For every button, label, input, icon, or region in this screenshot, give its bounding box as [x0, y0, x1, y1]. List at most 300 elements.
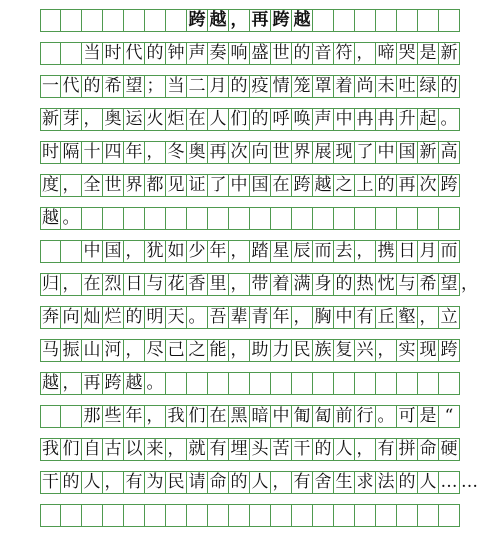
grid-cell: [103, 505, 124, 526]
grid-cell: 中: [334, 109, 355, 130]
grid-cell: 那: [82, 406, 103, 427]
grid-cell: 呼: [271, 109, 292, 130]
grid-cell: [40, 505, 61, 526]
grid-cell: 法: [376, 472, 397, 493]
grid-cell: 世: [271, 142, 292, 163]
grid-cell: 新: [439, 43, 460, 64]
grid-cell: [40, 43, 61, 64]
grid-cell: 埋: [229, 439, 250, 460]
grid-cell: [355, 10, 376, 31]
grid-cell: 越: [124, 373, 145, 394]
grid-cell: 身: [313, 274, 334, 295]
grid-cell: 吐: [397, 76, 418, 97]
grid-cell: 奥: [103, 109, 124, 130]
grid-cell: 当: [166, 76, 187, 97]
grid-cell: 少: [187, 241, 208, 262]
grid-cell: 火: [145, 109, 166, 130]
grid-cell: [313, 208, 334, 229]
grid-cell: 之: [334, 175, 355, 196]
grid-cell: [334, 208, 355, 229]
grid-cell: 二: [187, 76, 208, 97]
grid-cell: 越: [292, 10, 313, 31]
grid-cell: 们: [229, 109, 250, 130]
grid-cell: 而: [313, 241, 334, 262]
grid-cell: [208, 505, 229, 526]
grid-cell: ，: [61, 373, 82, 394]
grid-cell: 的: [82, 76, 103, 97]
grid-cell: 界: [124, 175, 145, 196]
grid-cell: 跨: [439, 175, 460, 196]
grid-cell: [397, 10, 418, 31]
grid-cell: 的: [229, 76, 250, 97]
grid-cell: [250, 373, 271, 394]
grid-cell: [124, 208, 145, 229]
grid-cell: 民: [292, 340, 313, 361]
grid-cell: 能: [208, 340, 229, 361]
grid-cell: 十: [82, 142, 103, 163]
grid-cell: 壑: [397, 307, 418, 328]
grid-cell: 月: [418, 241, 439, 262]
grid-cell: 跨: [439, 340, 460, 361]
grid-cell: [313, 10, 334, 31]
grid-cell: [40, 10, 61, 31]
grid-cell: [40, 241, 61, 262]
grid-cell: 国: [397, 142, 418, 163]
grid-cell: 自: [82, 439, 103, 460]
grid-cell: [397, 373, 418, 394]
grid-cell: 跨: [271, 10, 292, 31]
grid-cell: 之: [187, 340, 208, 361]
grid-cell: [418, 373, 439, 394]
grid-cell: 情: [271, 76, 292, 97]
grid-cell: 有: [124, 472, 145, 493]
grid-cell: 香: [187, 274, 208, 295]
grid-cell: 一: [42, 76, 59, 96]
grid-cell: 丘: [376, 307, 397, 328]
grid-cell: 中: [229, 175, 250, 196]
grid-cell: 越: [42, 373, 59, 393]
grid-cell: 们: [61, 439, 82, 460]
grid-cell: [376, 505, 397, 526]
grid-cell: [166, 373, 187, 394]
grid-cell: 年: [271, 307, 292, 328]
grid-cell: [61, 10, 82, 31]
grid-cell: 立: [439, 307, 460, 328]
grid-cell: 以: [124, 439, 145, 460]
grid-cell: 辰: [292, 241, 313, 262]
grid-cell: 忱: [376, 274, 397, 295]
grid-cell: 满: [292, 274, 313, 295]
grid-cell: 时: [103, 43, 124, 64]
grid-cell: 头: [250, 439, 271, 460]
grid-cell: 尽: [145, 340, 166, 361]
grid-cell: [418, 208, 439, 229]
grid-cell: [250, 505, 271, 526]
grid-cell: 日: [397, 241, 418, 262]
grid-cell: 。: [61, 208, 82, 229]
grid-cell: 与: [145, 274, 166, 295]
grid-cell: 希: [103, 76, 124, 97]
grid-cell: 未: [376, 76, 397, 97]
grid-cell: 匐: [313, 406, 334, 427]
grid-cell: [61, 505, 82, 526]
grid-cell: [439, 505, 460, 526]
grid-cell: 符: [334, 43, 355, 64]
grid-cell: ，: [166, 439, 187, 460]
grid-cell: 踏: [250, 241, 271, 262]
grid-cell: 去: [334, 241, 355, 262]
grid-cell: 花: [166, 274, 187, 295]
grid-cell: 四: [103, 142, 124, 163]
essay-text-row: [40, 75, 460, 98]
grid-cell: 世: [271, 43, 292, 64]
grid-cell: [271, 208, 292, 229]
grid-cell: 见: [166, 175, 187, 196]
grid-cell: ，: [82, 109, 103, 130]
grid-cell: 里: [208, 274, 229, 295]
grid-cell: 年: [124, 406, 145, 427]
grid-cell: 们: [187, 406, 208, 427]
grid-cell: 的: [292, 43, 313, 64]
grid-cell: 星: [271, 241, 292, 262]
grid-cell: [334, 10, 355, 31]
grid-cell: ，: [103, 472, 124, 493]
grid-cell: [166, 208, 187, 229]
grid-cell: [145, 505, 166, 526]
grid-cell: 匍: [292, 406, 313, 427]
grid-cell: [145, 10, 166, 31]
grid-cell: 命: [418, 439, 439, 460]
grid-cell: 冬: [166, 142, 187, 163]
grid-cell: 越: [208, 10, 229, 31]
grid-cell: [397, 505, 418, 526]
grid-cell: 与: [397, 274, 418, 295]
grid-cell: ，: [229, 10, 250, 31]
grid-cell: 干: [42, 472, 59, 492]
grid-cell: 日: [124, 274, 145, 295]
grid-cell: 跨: [103, 373, 124, 394]
essay-text-row-cutoff: [40, 504, 460, 527]
grid-cell: 在: [82, 274, 103, 295]
grid-cell: [166, 10, 187, 31]
grid-cell: ，: [271, 472, 292, 493]
grid-cell: 代: [61, 76, 82, 97]
essay-text-row: [40, 273, 460, 296]
grid-cell: ，: [145, 142, 166, 163]
grid-cell: 运: [124, 109, 145, 130]
grid-cell: 月: [208, 76, 229, 97]
grid-cell: [61, 241, 82, 262]
grid-cell: 冉: [376, 109, 397, 130]
grid-cell: [418, 505, 439, 526]
grid-cell: [250, 208, 271, 229]
grid-cell: [355, 208, 376, 229]
grid-cell: 青: [250, 307, 271, 328]
grid-cell: 人: [82, 472, 103, 493]
grid-cell: 烈: [103, 274, 124, 295]
grid-cell: [187, 373, 208, 394]
grid-cell: 有: [376, 439, 397, 460]
grid-cell: 兴: [355, 340, 376, 361]
grid-cell: 唤: [292, 109, 313, 130]
grid-cell: 是: [418, 406, 439, 427]
grid-cell: 。: [376, 406, 397, 427]
grid-cell: 罩: [313, 76, 334, 97]
grid-cell: [61, 406, 82, 427]
grid-cell: ，: [292, 307, 313, 328]
grid-cell: 黑: [229, 406, 250, 427]
grid-cell: 在: [271, 175, 292, 196]
grid-cell: 马: [42, 340, 59, 360]
grid-cell: 的: [376, 175, 397, 196]
grid-cell: 河: [103, 340, 124, 361]
grid-cell: 再: [397, 175, 418, 196]
grid-cell: 的: [439, 76, 460, 97]
grid-cell: 现: [418, 340, 439, 361]
grid-cell: 就: [187, 439, 208, 460]
essay-text-row: [40, 108, 460, 131]
grid-cell: 的: [313, 439, 334, 460]
grid-cell: 年: [124, 142, 145, 163]
grid-cell: 新: [42, 109, 59, 129]
grid-cell: ，: [376, 340, 397, 361]
grid-cell: 如: [166, 241, 187, 262]
grid-cell: [271, 505, 292, 526]
grid-cell: 跨: [187, 10, 208, 31]
grid-cell: 中: [334, 307, 355, 328]
grid-cell: [313, 373, 334, 394]
grid-cell: 民: [166, 472, 187, 493]
grid-cell: [145, 208, 166, 229]
grid-cell: 高: [439, 142, 460, 163]
grid-cell: 助: [250, 340, 271, 361]
grid-cell: 再: [250, 10, 271, 31]
grid-cell: 的: [397, 472, 418, 493]
grid-cell: ，: [61, 274, 82, 295]
grid-cell: 古: [103, 439, 124, 460]
grid-cell: 苦: [271, 439, 292, 460]
essay-text-row: [40, 372, 460, 395]
grid-cell: 奏: [208, 43, 229, 64]
essay-text-row: [40, 438, 460, 461]
grid-cell: 跨: [292, 175, 313, 196]
grid-cell: 代: [124, 43, 145, 64]
grid-cell: [187, 505, 208, 526]
grid-cell: 新: [418, 142, 439, 163]
grid-cell: 犹: [145, 241, 166, 262]
grid-cell: 次: [229, 142, 250, 163]
grid-cell: 些: [103, 406, 124, 427]
grid-cell: 有: [355, 307, 376, 328]
grid-cell: 中: [271, 406, 292, 427]
grid-cell: [103, 208, 124, 229]
grid-cell: 的: [250, 109, 271, 130]
grid-cell: 时: [42, 142, 59, 162]
grid-cell: 硬: [439, 439, 460, 460]
grid-cell: ；: [145, 76, 166, 97]
essay-text-row: [40, 240, 460, 263]
grid-cell: “: [439, 406, 460, 427]
grid-cell: ，: [355, 241, 376, 262]
grid-cell: 请: [187, 472, 208, 493]
grid-cell: 证: [187, 175, 208, 196]
grid-cell: [82, 10, 103, 31]
grid-cell: ，: [418, 307, 439, 328]
grid-cell: 人: [208, 109, 229, 130]
grid-cell: 前: [334, 406, 355, 427]
grid-cell: 来: [145, 439, 166, 460]
grid-cell: [271, 373, 292, 394]
grid-cell: 芽: [61, 109, 82, 130]
grid-cell: [229, 373, 250, 394]
grid-cell: 的: [61, 472, 82, 493]
grid-cell: 升: [397, 109, 418, 130]
grid-cell: [376, 10, 397, 31]
grid-cell: 中: [376, 142, 397, 163]
grid-cell: 国: [103, 241, 124, 262]
grid-cell: [439, 10, 460, 31]
grid-cell: 复: [334, 340, 355, 361]
grid-cell: 中: [82, 241, 103, 262]
grid-cell: 振: [61, 340, 82, 361]
grid-cell: ，: [355, 439, 376, 460]
grid-cell: 隔: [61, 142, 82, 163]
grid-cell: ，: [229, 241, 250, 262]
grid-cell: 干: [292, 439, 313, 460]
grid-cell: 辈: [229, 307, 250, 328]
grid-cell: ，: [145, 406, 166, 427]
grid-cell: [439, 373, 460, 394]
grid-cell: 了: [208, 175, 229, 196]
grid-cell: 胸: [313, 307, 334, 328]
grid-cell: [439, 208, 460, 229]
grid-cell: 是: [418, 43, 439, 64]
grid-cell: 人: [418, 472, 439, 493]
grid-cell: 越: [42, 208, 59, 228]
grid-cell: ，: [229, 340, 250, 361]
grid-cell: 天: [166, 307, 187, 328]
grid-cell: 奥: [187, 142, 208, 163]
grid-cell: 当: [82, 43, 103, 64]
grid-cell: [166, 505, 187, 526]
grid-cell: 尚: [355, 76, 376, 97]
grid-cell: [355, 505, 376, 526]
grid-cell: [229, 505, 250, 526]
grid-cell: 生: [334, 472, 355, 493]
grid-cell: 国: [250, 175, 271, 196]
grid-cell: 响: [229, 43, 250, 64]
grid-cell: 有: [208, 439, 229, 460]
grid-cell: 现: [334, 142, 355, 163]
grid-cell: [124, 10, 145, 31]
grid-cell: 奔: [42, 307, 59, 327]
grid-cell: 声: [313, 109, 334, 130]
grid-cell: 再: [82, 373, 103, 394]
grid-cell: …: [439, 472, 460, 493]
grid-cell: [124, 505, 145, 526]
grid-cell: 声: [187, 43, 208, 64]
grid-cell: 的: [124, 307, 145, 328]
grid-cell: 命: [208, 472, 229, 493]
grid-cell: 钟: [166, 43, 187, 64]
grid-cell: 。: [145, 373, 166, 394]
grid-cell: 全: [82, 175, 103, 196]
grid-cell: 疫: [250, 76, 271, 97]
grid-cell: [61, 43, 82, 64]
grid-cell: 灿: [82, 307, 103, 328]
grid-cell: 可: [397, 406, 418, 427]
grid-cell: 力: [271, 340, 292, 361]
grid-cell: 暗: [250, 406, 271, 427]
grid-cell: 。: [439, 109, 460, 130]
grid-cell: 年: [208, 241, 229, 262]
grid-cell: 明: [145, 307, 166, 328]
grid-cell: [418, 10, 439, 31]
grid-cell: 着: [334, 76, 355, 97]
grid-cell: 望: [124, 76, 145, 97]
grid-cell: [103, 10, 124, 31]
grid-cell: 冉: [355, 109, 376, 130]
grid-cell: 展: [313, 142, 334, 163]
grid-cell: 笼: [292, 76, 313, 97]
grid-cell: 我: [166, 406, 187, 427]
grid-cell: 人: [334, 439, 355, 460]
grid-cell: 起: [418, 109, 439, 130]
grid-cell: [208, 208, 229, 229]
grid-cell: 归: [42, 274, 59, 294]
grid-cell: 吾: [208, 307, 229, 328]
grid-cell: 界: [292, 142, 313, 163]
grid-cell: 有: [292, 472, 313, 493]
grid-cell: 己: [166, 340, 187, 361]
grid-cell: 山: [82, 340, 103, 361]
grid-cell: 的: [229, 472, 250, 493]
grid-cell: 次: [418, 175, 439, 196]
grid-cell: 族: [313, 340, 334, 361]
grid-cell: 度: [42, 175, 59, 195]
grid-cell: [334, 505, 355, 526]
grid-cell: 的: [145, 43, 166, 64]
grid-cell: 携: [376, 241, 397, 262]
grid-cell: [292, 373, 313, 394]
essay-text-row: [40, 471, 460, 494]
grid-cell: 的: [334, 274, 355, 295]
grid-cell: [82, 505, 103, 526]
grid-cell: 上: [355, 175, 376, 196]
grid-cell: 向: [61, 307, 82, 328]
grid-cell: 望: [439, 274, 460, 295]
grid-cell: [187, 208, 208, 229]
essay-text-row: [40, 339, 460, 362]
grid-cell: ，: [61, 175, 82, 196]
grid-cell: 在: [208, 406, 229, 427]
grid-cell: ，: [229, 274, 250, 295]
grid-cell: 实: [397, 340, 418, 361]
essay-title-row: [40, 9, 460, 32]
grid-cell: 舍: [313, 472, 334, 493]
grid-cell: 世: [103, 175, 124, 196]
essay-text-row: [40, 42, 460, 65]
grid-cell: 。: [187, 307, 208, 328]
grid-cell: [376, 208, 397, 229]
grid-cell: 带: [250, 274, 271, 295]
grid-cell: 行: [355, 406, 376, 427]
grid-cell: [208, 373, 229, 394]
grid-cell: 炬: [166, 109, 187, 130]
grid-cell: 热: [355, 274, 376, 295]
grid-cell: 求: [355, 472, 376, 493]
essay-text-row: [40, 306, 460, 329]
